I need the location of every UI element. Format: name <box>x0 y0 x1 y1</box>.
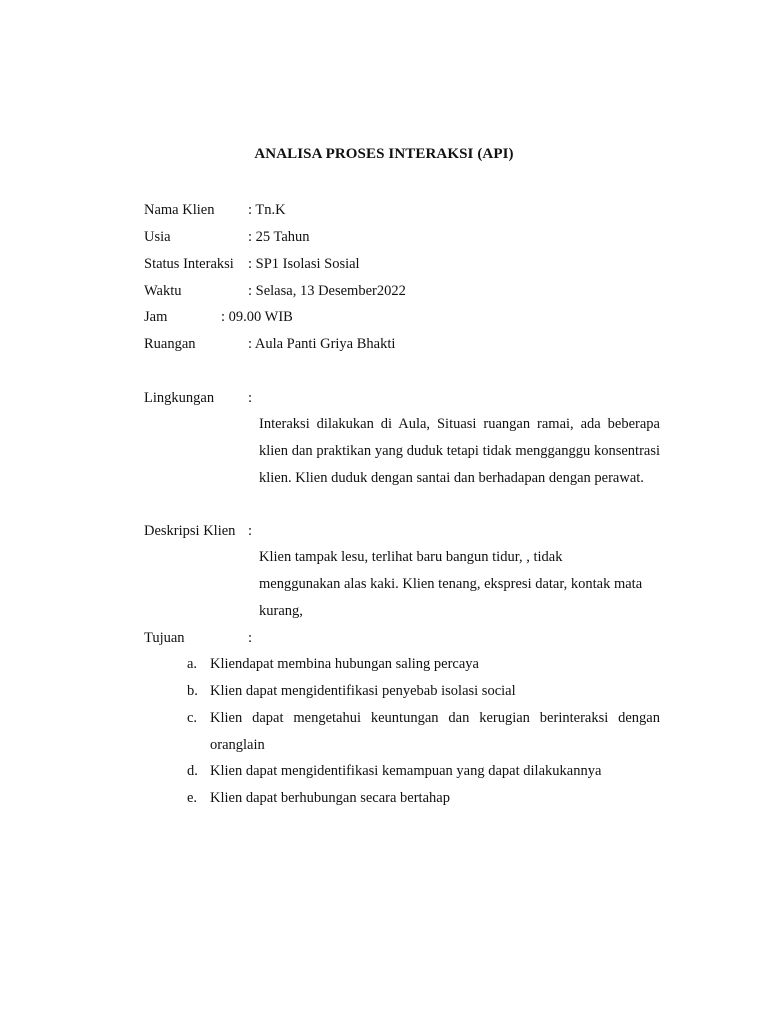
info-row-ruangan <box>144 334 395 354</box>
lingkungan-label: Lingkungan <box>144 390 215 406</box>
lingkungan-heading <box>144 388 252 408</box>
waktu-label: Waktu <box>144 283 182 299</box>
list-item-text: Klien dapat mengidentifikasi penyebab isolasi social <box>210 683 516 699</box>
tujuan-label: Tujuan <box>144 630 185 646</box>
list-item-text: Klien dapat mengidentifikasi kemampuan yang dapat dilakukannya <box>210 763 602 779</box>
list-item-text: Klien dapat berhubungan secara bertahap <box>210 790 450 806</box>
ruangan-value: : Aula Panti Griya Bhakti <box>248 336 396 352</box>
info-row-usia <box>144 227 310 247</box>
list-marker: d. <box>187 763 198 779</box>
tujuan-heading <box>144 628 252 648</box>
status-label: Status Interaksi <box>144 256 234 272</box>
lingkungan-colon: : <box>248 390 253 406</box>
list-marker: a. <box>187 656 198 672</box>
tujuan-colon: : <box>248 630 253 646</box>
deskripsi-colon: : <box>248 523 253 539</box>
deskripsi-label: Deskripsi Klien <box>144 523 236 539</box>
list-marker: c. <box>187 710 198 726</box>
info-row-waktu <box>144 281 406 301</box>
deskripsi-heading <box>144 521 252 541</box>
list-item-text: Klien dapat mengetahui keuntungan dan kerugian berinteraksi dengan oranglain <box>210 710 660 753</box>
nama-label: Nama Klien <box>144 202 215 218</box>
jam-label: Jam <box>144 309 168 325</box>
usia-label: Usia <box>144 229 171 245</box>
info-row-nama <box>144 200 286 220</box>
list-item-text: Kliendapat membina hubungan saling percaya <box>210 656 479 672</box>
deskripsi-line-3: kurang, <box>259 603 303 619</box>
list-marker: b. <box>187 683 198 699</box>
nama-value: : Tn.K <box>248 202 286 218</box>
waktu-value: : Selasa, 13 Desember2022 <box>248 283 406 299</box>
info-row-status <box>144 254 360 274</box>
document-title: ANALISA PROSES INTERAKSI (API) <box>254 146 514 162</box>
usia-value: : 25 Tahun <box>248 229 310 245</box>
ruangan-label: Ruangan <box>144 336 196 352</box>
deskripsi-line-1: Klien tampak lesu, terlihat baru bangun tidur, , tidak <box>259 549 563 565</box>
lingkungan-text: Interaksi dilakukan di Aula, Situasi ruangan ramai, ada beberapa klien dan praktikan yang duduk tetapi tidak mengganggu konsentrasi klien. Klien duduk dengan santai dan berhadapan dengan perawat. <box>259 416 660 486</box>
info-row-jam <box>144 307 293 327</box>
jam-value: : 09.00 WIB <box>221 309 293 325</box>
deskripsi-text <box>259 544 660 625</box>
deskripsi-line-2: menggunakan alas kaki. Klien tenang, ekspresi datar, kontak mata <box>259 576 643 592</box>
status-value: : SP1 Isolasi Sosial <box>248 256 360 272</box>
list-marker: e. <box>187 790 198 806</box>
